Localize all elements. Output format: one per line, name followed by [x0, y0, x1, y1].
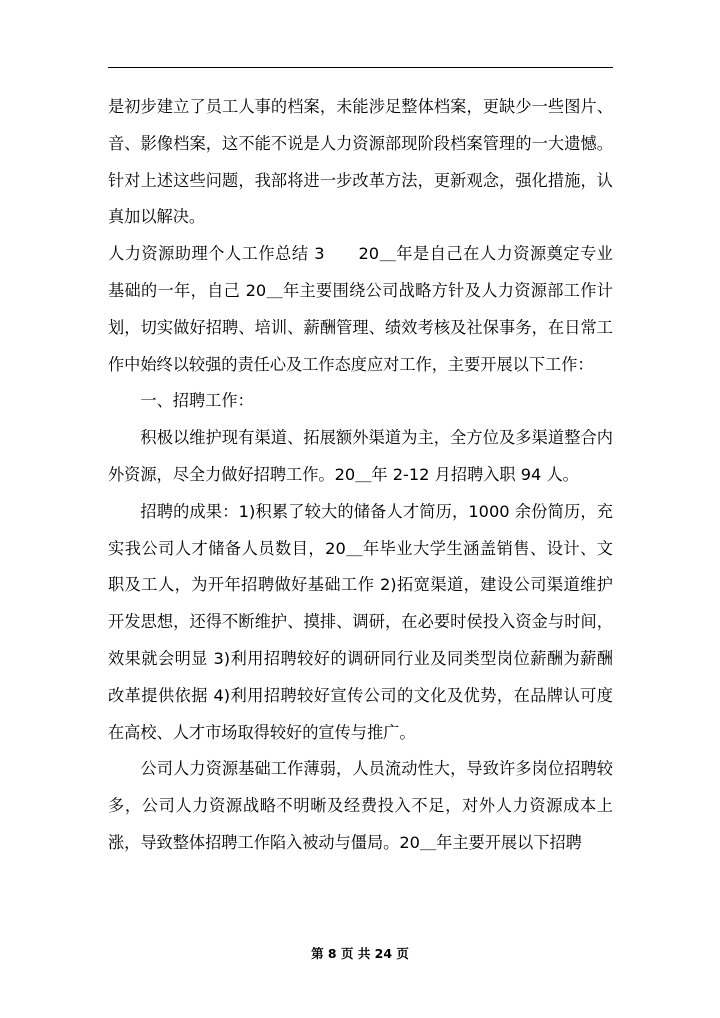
- section-heading-recruitment: 一、招聘工作：: [140, 391, 254, 411]
- paragraph-recruitment-results: 招聘的成果：1)积累了较大的储备人才简历，1000 余份简历，充实我公司人才储备人员数目，20＿年毕业大学生涵盖销售、设计、文职及工人，为开年招聘做好基础工作 2)拓宽渠道，建设公司渠道维护开发思想，还得不断维护、摸排、调研，在必要时侯投入资金与时间，效果就会明显 3)利用招聘较好的调研同行业及同类型岗位薪酬为薪酬改革提供依据 4)利用招聘较好宣传公司的文化及优势，在品牌认可度在高校、人才市场取得较好的宣传与推广。: [108, 501, 613, 742]
- document-body: [108, 89, 613, 862]
- paragraph-recruitment-channels: 积极以维护现有渠道、拓展额外渠道为主，全方位及多渠道整合内外资源，尽全力做好招聘工作。20＿年 2-12 月招聘入职 94 人。: [108, 428, 613, 484]
- header-divider: [108, 67, 613, 68]
- paragraph-recruitment-issues: 公司人力资源基础工作薄弱，人员流动性大，导致许多岗位招聘较多，公司人力资源战略不明晰及经费投入不足，对外人力资源成本上涨，导致整体招聘工作陷入被动与僵局。20＿年主要开展以下招聘: [108, 759, 613, 852]
- paragraph-archive-summary: 是初步建立了员工人事的档案，未能涉足整体档案，更缺少一些图片、音、影像档案，这不能不说是人力资源部现阶段档案管理的一大遗憾。针对上述这些问题，我部将进一步改革方法，更新观念，强化措施，认真加以解决。: [108, 97, 613, 227]
- paragraph-summary-intro: 人力资源助理个人工作总结 3 20＿年是自己在人力资源奠定专业基础的一年，自己 20＿年主要围绕公司战略方针及人力资源部工作计划，切实做好招聘、培训、薪酬管理、绩效考核及社保事务，在日常工作中始终以较强的责任心及工作态度应对工作，主要开展以下工作：: [108, 244, 613, 374]
- page-number-footer: 第 8 页 共 24 页: [311, 946, 409, 961]
